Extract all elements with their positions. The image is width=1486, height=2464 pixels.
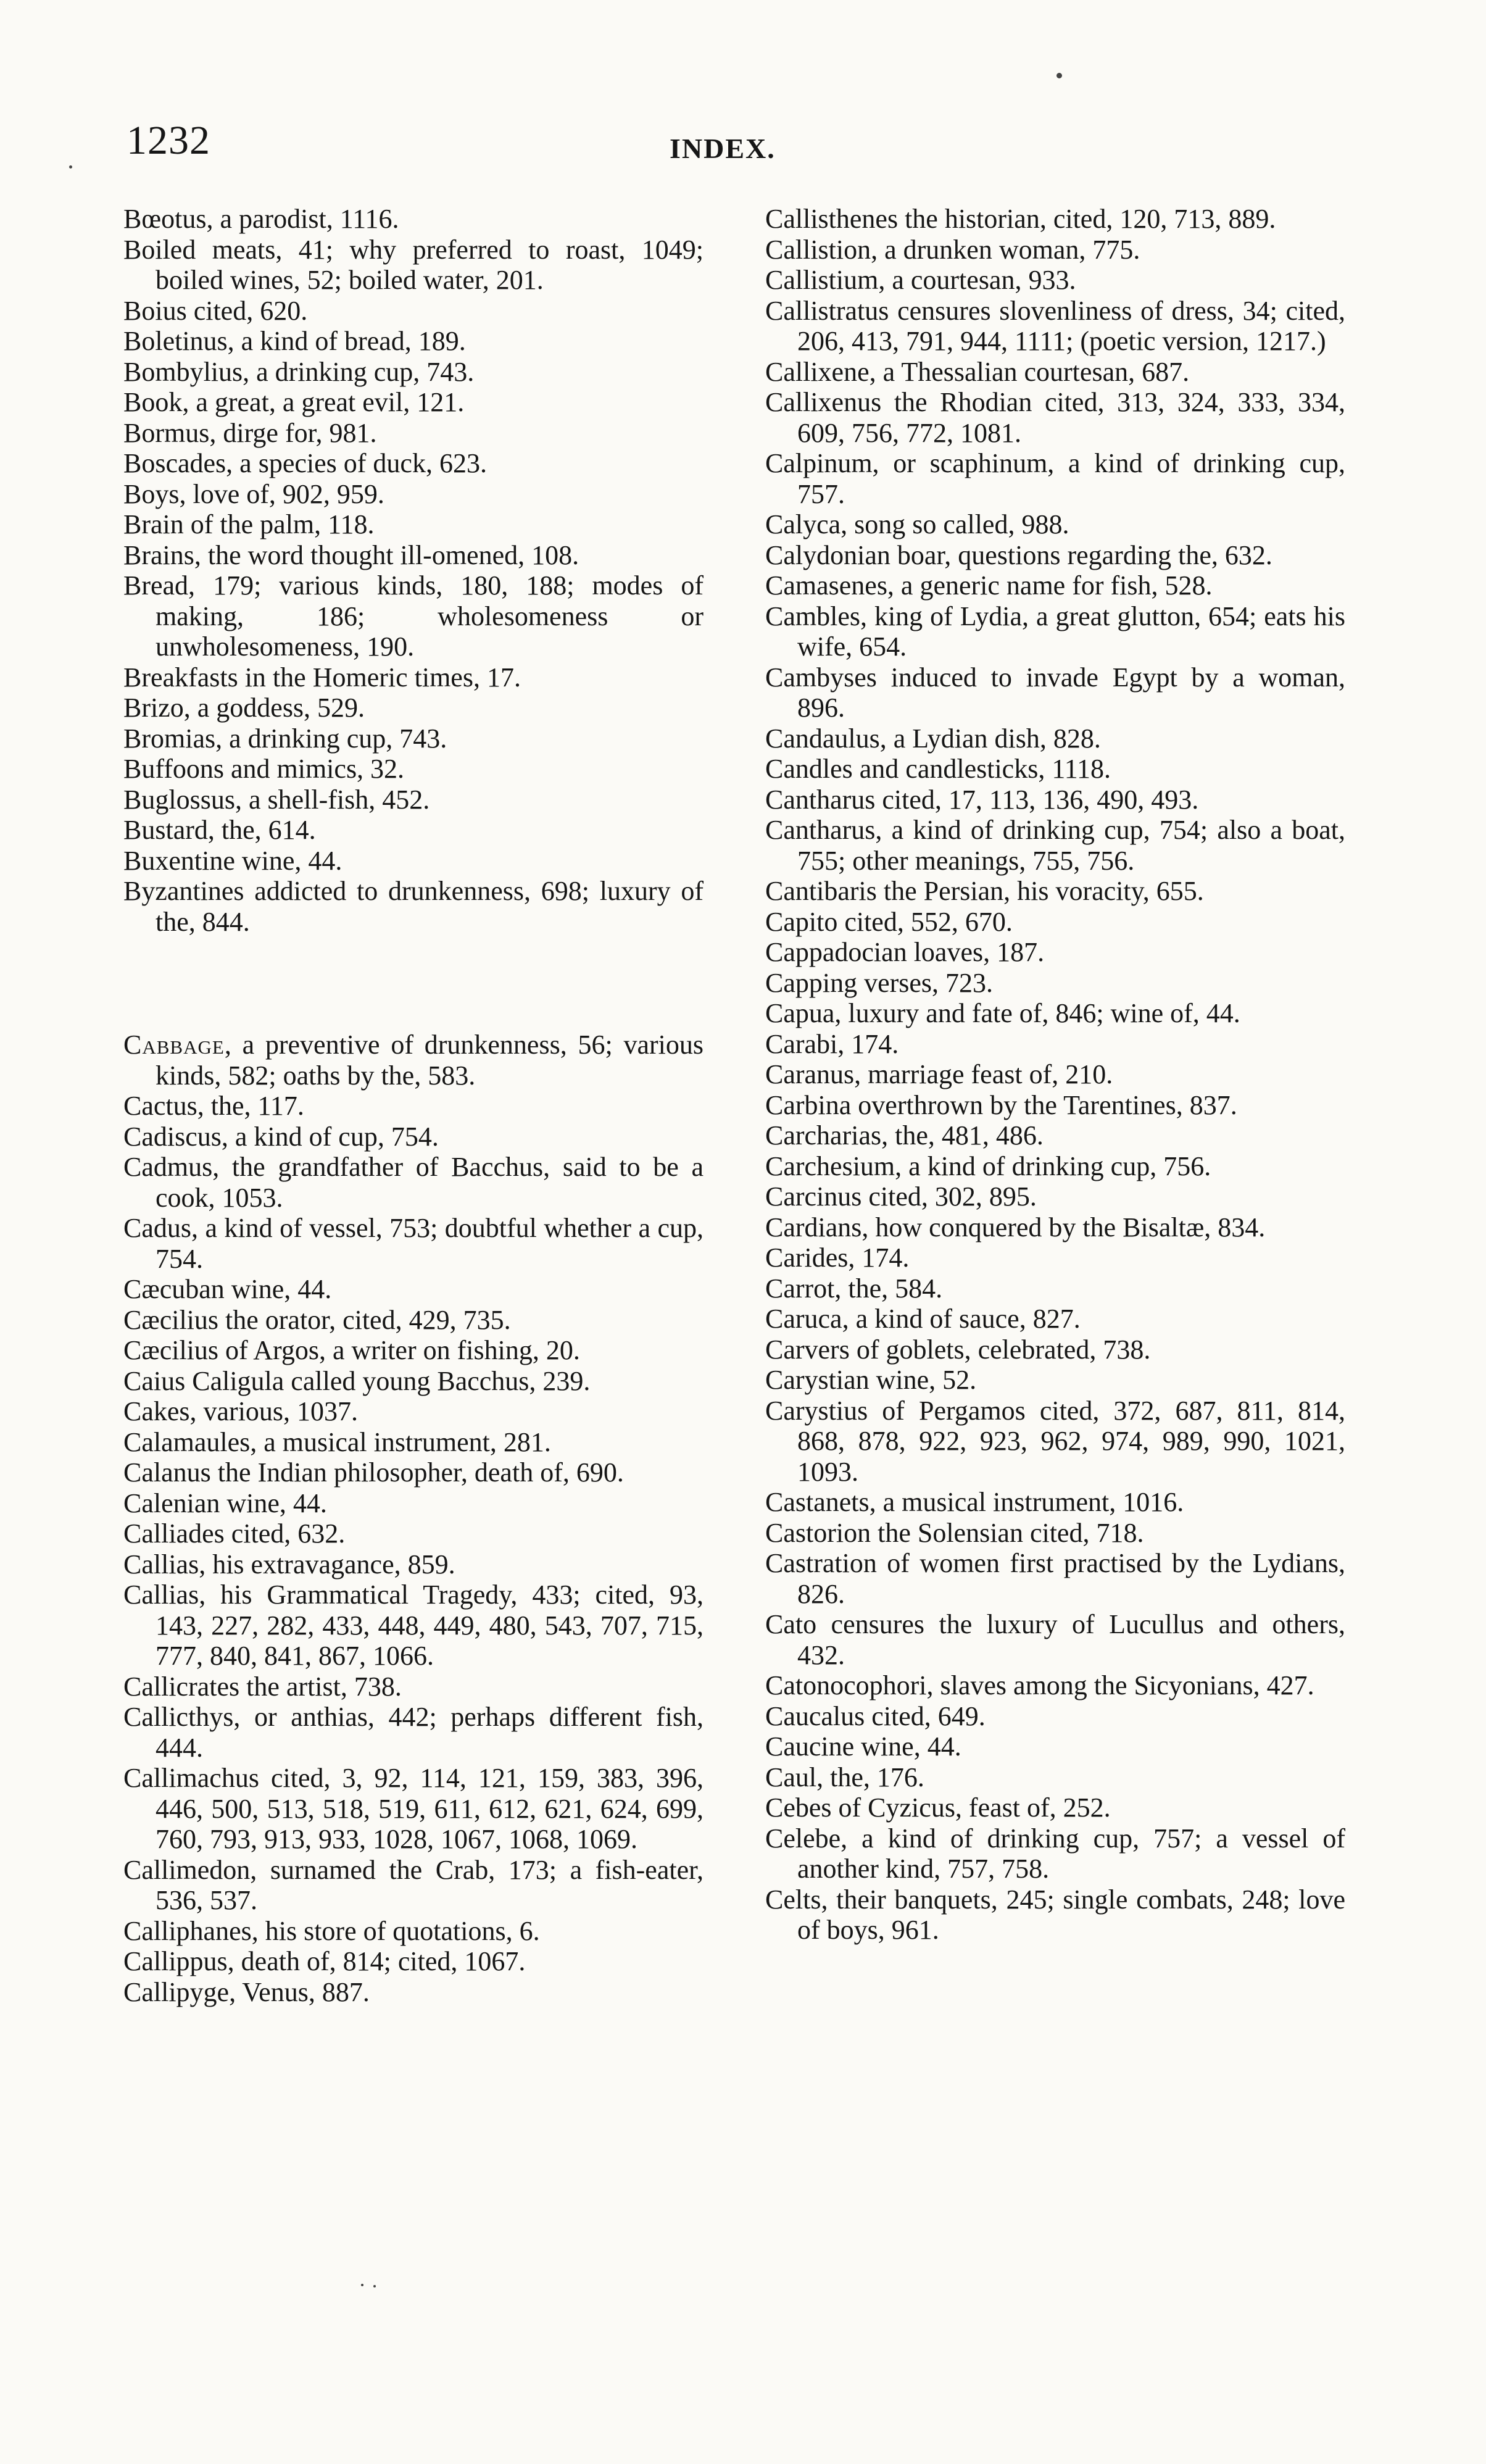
index-entry: Cantibaris the Persian, his voracity, 655.	[765, 876, 1204, 906]
index-entry: Caius Caligula called young Bacchus, 239.	[123, 1365, 591, 1396]
index-entry: Castration of women first practised by the Lydians, 826.	[765, 1548, 1345, 1609]
left-column	[123, 204, 704, 2007]
index-entry: Cakes, various, 1037.	[123, 1396, 359, 1426]
index-entry: Boius cited, 620.	[123, 295, 308, 326]
index-entry: Callipyge, Venus, 887.	[123, 1976, 370, 2007]
index-entry: Bromias, a drinking cup, 743.	[123, 723, 447, 754]
index-entry: Carvers of goblets, celebrated, 738.	[765, 1334, 1151, 1365]
index-entry: Bustard, the, 614.	[123, 815, 316, 845]
index-entry: Cadiscus, a kind of cup, 754.	[123, 1121, 439, 1152]
print-speck	[69, 165, 72, 169]
index-entry: Bread, 179; various kinds, 180, 188; modes of making, 186; wholesomeness or unwholesomeness, 190.	[123, 570, 704, 662]
print-speck	[1056, 73, 1062, 78]
index-entry: Caucalus cited, 649.	[765, 1700, 986, 1731]
index-entry: Celts, their banquets, 245; single combats, 248; love of boys, 961.	[765, 1884, 1345, 1945]
index-entry: Castanets, a musical instrument, 1016.	[765, 1487, 1184, 1517]
index-entry: Boscades, a species of duck, 623.	[123, 448, 487, 478]
print-speck	[361, 2284, 363, 2286]
index-entry: Callisthenes the historian, cited, 120, 713, 889.	[765, 204, 1276, 234]
index-entry: Bœotus, a parodist, 1116.	[123, 204, 399, 234]
index-entry: Boys, love of, 902, 959.	[123, 478, 384, 509]
index-entry: Calliades cited, 632.	[123, 1518, 346, 1549]
index-entry: Carystian wine, 52.	[765, 1365, 977, 1395]
index-entry: Callimedon, surnamed the Crab, 173; a fish-eater, 536, 537.	[123, 1854, 704, 1915]
index-entry: Brains, the word thought ill-omened, 108.	[123, 539, 579, 570]
index-entry: Capua, luxury and fate of, 846; wine of, 44.	[765, 998, 1240, 1028]
index-entry: Capito cited, 552, 670.	[765, 906, 1013, 937]
index-entry: Caucine wine, 44.	[765, 1731, 961, 1762]
index-entry: Calpinum, or scaphinum, a kind of drinking cup, 757.	[765, 448, 1345, 509]
index-entry: Castorion the Solensian cited, 718.	[765, 1517, 1144, 1548]
index-entry: Capping verses, 723.	[765, 967, 994, 998]
index-entry: Callippus, death of, 814; cited, 1067.	[123, 1946, 526, 1976]
running-head: INDEX.	[670, 133, 776, 164]
index-entry: Cebes of Cyzicus, feast of, 252.	[765, 1792, 1111, 1823]
index-entry: Callias, his extravagance, 859.	[123, 1549, 455, 1580]
index-entry: Callixenus the Rhodian cited, 313, 324, 333, 334, 609, 756, 772, 1081.	[765, 387, 1345, 448]
index-entry: Brizo, a goddess, 529.	[123, 693, 365, 723]
index-entry: Callixene, a Thessalian courtesan, 687.	[765, 356, 1190, 387]
index-entry: Cappadocian loaves, 187.	[765, 937, 1045, 967]
index-entry: Carbina overthrown by the Tarentines, 837.	[765, 1089, 1237, 1120]
index-entry: Cæcilius of Argos, a writer on fishing, 20.	[123, 1335, 580, 1365]
index-entry: Callicrates the artist, 738.	[123, 1671, 402, 1702]
index-entry: Callistion, a drunken woman, 775.	[765, 234, 1140, 265]
index-entry: Caruca, a kind of sauce, 827.	[765, 1304, 1081, 1334]
index-entry: Candaulus, a Lydian dish, 828.	[765, 723, 1101, 754]
index-entry: Byzantines addicted to drunkenness, 698; luxury of the, 844.	[123, 876, 704, 937]
index-entry: Cactus, the, 117.	[123, 1091, 304, 1121]
index-entry: Carabi, 174.	[765, 1028, 899, 1059]
index-entry: Cantharus, a kind of drinking cup, 754; also a boat, 755; other meanings, 755, 756.	[765, 815, 1345, 876]
index-entry: Calyca, song so called, 988.	[765, 509, 1069, 539]
index-entry: Catonocophori, slaves among the Sicyonians, 427.	[765, 1670, 1314, 1700]
index-entry: Carchesium, a kind of drinking cup, 756.	[765, 1151, 1211, 1181]
index-entry: Cato censures the luxury of Lucullus and others, 432.	[765, 1609, 1345, 1670]
index-entry: Callicthys, or anthias, 442; perhaps different fish, 444.	[123, 1702, 704, 1763]
headword-small-caps: Cabbage	[123, 1030, 225, 1060]
index-entry: Boiled meats, 41; why preferred to roast, 1049; boiled wines, 52; boiled water, 201.	[123, 234, 704, 295]
index-entry: Boletinus, a kind of bread, 189.	[123, 326, 466, 356]
index-entry: Breakfasts in the Homeric times, 17.	[123, 662, 521, 693]
index-entry: Celebe, a kind of drinking cup, 757; a vessel of another kind, 757, 758.	[765, 1823, 1345, 1884]
section-gap	[123, 937, 704, 1030]
index-entry: Cæcilius the orator, cited, 429, 735.	[123, 1304, 511, 1335]
index-entry: Candles and candlesticks, 1118.	[765, 754, 1111, 784]
index-entry: Cambles, king of Lydia, a great glutton, 654; eats his wife, 654.	[765, 601, 1345, 662]
index-entry: Carrot, the, 584.	[765, 1273, 943, 1304]
index-entry: Callistium, a courtesan, 933.	[765, 265, 1076, 295]
index-entry: Caul, the, 176.	[765, 1762, 924, 1792]
index-entry: Cantharus cited, 17, 113, 136, 490, 493.	[765, 784, 1199, 815]
index-entry: Callias, his Grammatical Tragedy, 433; cited, 93, 143, 227, 282, 433, 448, 449, 480, 543, 707, 715, 777, 840, 841, 867, 1066.	[123, 1580, 704, 1671]
index-entry: Buxentine wine, 44.	[123, 845, 342, 876]
index-entry: Cadmus, the grandfather of Bacchus, said to be a cook, 1053.	[123, 1152, 704, 1213]
entry-text: , a preventive of drunkenness, 56; various kinds, 582; oaths by the, 583.	[156, 1030, 704, 1091]
index-entry: Callimachus cited, 3, 92, 114, 121, 159, 383, 396, 446, 500, 513, 518, 519, 611, 612, 621, 624, 699, 760, 793, 913, 933, 1028, 1067, 1068, 1069.	[123, 1763, 704, 1854]
page-number: 1232	[127, 118, 210, 163]
index-entry: Calydonian boar, questions regarding the, 632.	[765, 539, 1272, 570]
index-entry: Cardians, how conquered by the Bisaltæ, 834.	[765, 1212, 1266, 1242]
index-entry: Buglossus, a shell-fish, 452.	[123, 784, 430, 815]
index-entry-cabbage	[123, 1030, 704, 1091]
index-entry: Cambyses induced to invade Egypt by a woman, 896.	[765, 662, 1345, 723]
index-entry: Book, a great, a great evil, 121.	[123, 387, 465, 417]
index-entry: Carcharias, the, 481, 486.	[765, 1120, 1044, 1151]
index-entry: Calamaules, a musical instrument, 281.	[123, 1426, 551, 1457]
index-entry: Caranus, marriage feast of, 210.	[765, 1059, 1113, 1089]
right-column	[765, 204, 1345, 1946]
index-entry: Carcinus cited, 302, 895.	[765, 1181, 1037, 1212]
index-entry: Bormus, dirge for, 981.	[123, 417, 377, 448]
index-entry: Bombylius, a drinking cup, 743.	[123, 356, 475, 387]
index-entry: Calanus the Indian philosopher, death of, 690.	[123, 1457, 624, 1488]
print-speck	[373, 2285, 376, 2287]
index-entry: Buffoons and mimics, 32.	[123, 754, 405, 784]
index-entry: Carides, 174.	[765, 1242, 910, 1273]
index-entry: Callistratus censures slovenliness of dress, 34; cited, 206, 413, 791, 944, 1111; (poetic version, 1217.)	[765, 295, 1345, 356]
index-entry: Cadus, a kind of vessel, 753; doubtful whether a cup, 754.	[123, 1213, 704, 1274]
index-entry: Calenian wine, 44.	[123, 1488, 327, 1518]
index-entry: Carystius of Pergamos cited, 372, 687, 811, 814, 868, 878, 922, 923, 962, 974, 989, 990, 1021, 1093.	[765, 1395, 1345, 1487]
index-entry: Cæcuban wine, 44.	[123, 1274, 332, 1304]
index-entry: Brain of the palm, 118.	[123, 509, 375, 539]
index-entry: Camasenes, a generic name for fish, 528.	[765, 570, 1213, 601]
index-entry: Calliphanes, his store of quotations, 6.	[123, 1915, 540, 1946]
